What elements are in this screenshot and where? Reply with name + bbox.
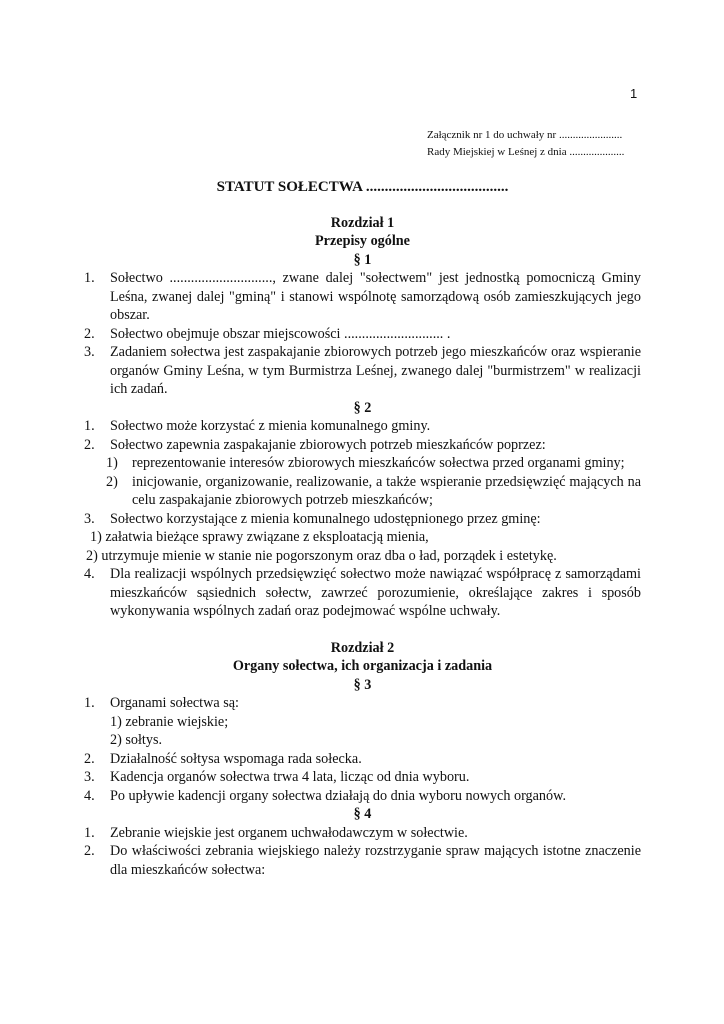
item-number: 1. (84, 695, 95, 711)
chapter-2-heading: Rozdział 2 (330, 639, 395, 656)
sub-line: 1) zebranie wiejskie; (110, 713, 229, 730)
document-title: STATUT SOŁECTWA ...................................... (216, 179, 509, 195)
item-text: Sołectwo ............................., zwane dalej "sołectwem" jest jednostką pomocniczą Gminy Leśna, zwanej dalej "gminą" i stanowi wspólnotę samorządową osób zamieszkujących jego obszar. (110, 270, 641, 323)
list-item (84, 768, 641, 787)
list-item (84, 824, 641, 843)
list-item (84, 436, 641, 455)
sub-line: 2) sołtys. (110, 732, 163, 748)
chapter-2-subheading: Organy sołectwa, ich organizacja i zadania (232, 658, 493, 674)
item-number: 2. (84, 750, 95, 767)
paragraph-4-sign: § 4 (353, 806, 372, 822)
item-text: Organami sołectwa są: (110, 695, 239, 711)
item-number: 3. (84, 510, 95, 527)
sub-item-text: reprezentowanie interesów zbiorowych mieszkańców sołectwa przed organami gminy; (132, 455, 625, 471)
item-number: 2. (84, 843, 95, 859)
paragraph-2-sign: § 2 (353, 399, 372, 416)
item-text: Sołectwo może korzystać z mienia komunalnego gminy. (110, 418, 431, 434)
item-number: 4. (84, 566, 95, 582)
item-text: Po upływie kadencji organy sołectwa działają do dnia wyboru nowych organów. (110, 787, 566, 804)
sub-item-number: 2) (106, 473, 118, 490)
sub-item-text: inicjowanie, organizowanie, realizowanie, a także wspieranie przedsięwzięć mających na celu zaspakajanie zbiorowych potrzeb mieszkańców; (132, 473, 641, 508)
item-number: 1. (84, 270, 95, 286)
item-text: Zebranie wiejskie jest organem uchwałodawczym w sołectwie. (110, 824, 468, 841)
page-number: 1 (630, 86, 638, 101)
sub-line: 2) utrzymuje mienie w stanie nie pogorszonym oraz dba o ład, porządek i estetykę. (86, 547, 557, 564)
item-number: 4. (84, 787, 95, 804)
document-body (84, 178, 641, 879)
sub-item-number: 1) (106, 455, 118, 471)
item-text: Dla realizacji wspólnych przedsięwzięć sołectwo może nawiązać współpracę z samorządami mieszkańców sąsiednich sołectw, zawrzeć porozumienie, określające zakres i sposób wykonywania wspólnych zadań oraz podejmować wspólne uchwały. (110, 566, 641, 619)
item-text: Kadencja organów sołectwa trwa 4 lata, licząc od dnia wyboru. (110, 769, 470, 785)
sub-line: 1) załatwia bieżące sprawy związane z eksploatacją mienia, (90, 529, 429, 545)
list-item (84, 787, 641, 806)
list-item (84, 269, 641, 325)
item-number: 1. (84, 824, 95, 841)
annex-line-2: Rady Miejskiej w Leśnej z dnia .................... (427, 146, 625, 158)
item-text: Sołectwo korzystające z mienia komunalnego udostępnionego przez gminę: (110, 510, 541, 527)
item-text: Zadaniem sołectwa jest zaspakajanie zbiorowych potrzeb jego mieszkańców oraz wspieranie organów Gminy Leśna, w tym Burmistrza Leśnej, zwanego dalej "burmistrzem" w realizacji ich zadań. (110, 344, 641, 397)
item-text: Sołectwo zapewnia zaspakajanie zbiorowych potrzeb mieszkańców poprzez: (110, 436, 546, 453)
list-item (84, 694, 641, 713)
item-number: 1. (84, 418, 95, 434)
list-item (84, 565, 641, 621)
list-item (84, 750, 641, 769)
item-number: 2. (84, 436, 95, 453)
list-item (84, 343, 641, 399)
sub-item (84, 473, 641, 510)
item-number: 2. (84, 325, 95, 342)
annex-note (427, 127, 624, 161)
annex-line-1: Załącznik nr 1 do uchwały nr ....................... (427, 129, 623, 141)
list-item (84, 325, 641, 344)
sub-item (84, 454, 641, 473)
chapter-1-subheading: Przepisy ogólne (315, 233, 410, 249)
list-item (84, 417, 641, 436)
item-number: 3. (84, 769, 95, 785)
item-text: Do właściwości zebrania wiejskiego należy rozstrzyganie spraw mających istotne znaczenie dla mieszkańców sołectwa: (110, 843, 641, 878)
paragraph-3-sign: § 3 (353, 676, 372, 693)
list-item (84, 842, 641, 879)
chapter-1-heading: Rozdział 1 (330, 214, 395, 231)
list-item (84, 510, 641, 529)
paragraph-1-sign: § 1 (353, 251, 372, 268)
item-number: 3. (84, 344, 95, 360)
item-text: Sołectwo obejmuje obszar miejscowości ............................ . (110, 325, 451, 342)
item-text: Działalność sołtysa wspomaga rada sołecka. (110, 750, 362, 767)
